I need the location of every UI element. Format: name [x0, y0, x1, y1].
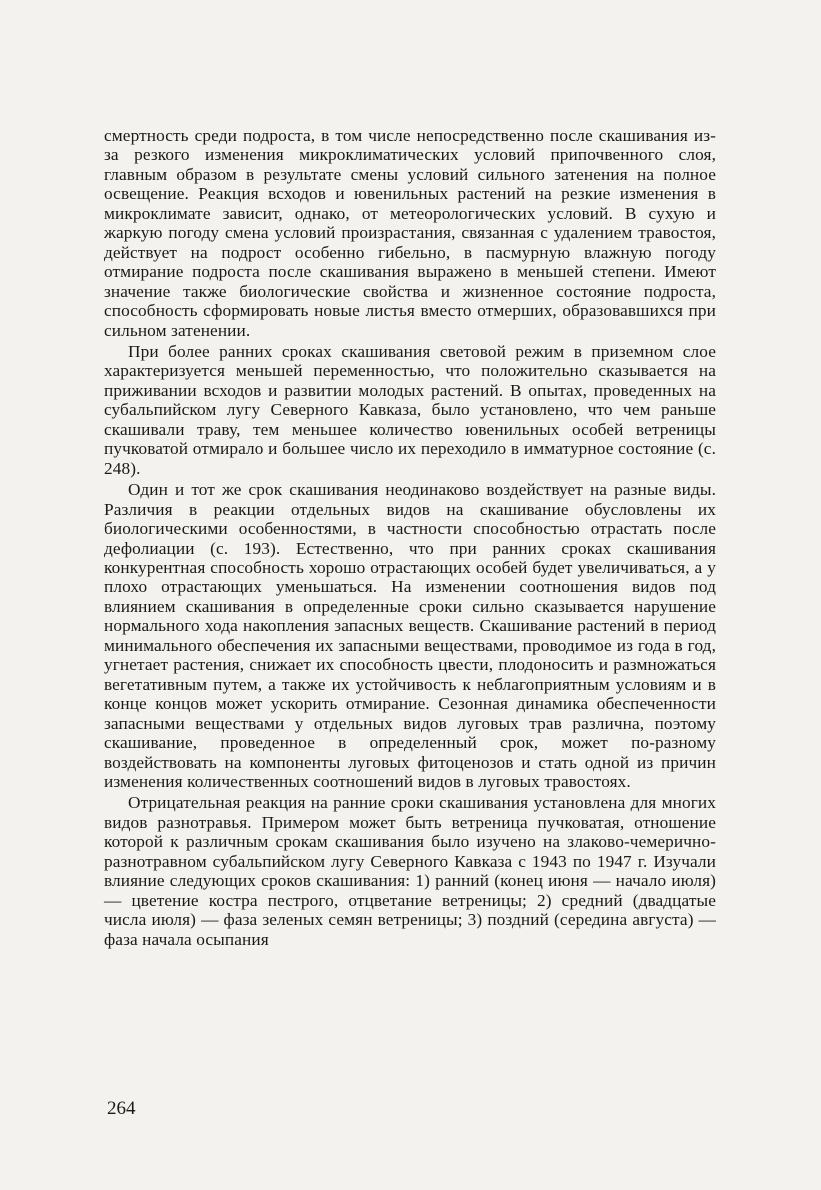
- paragraph-3: Один и тот же срок скашивания неодинаково воздействует на разные виды. Различия в реакции отдельных видов на скашивание обусловлены их биологическими особенностями, в частности способностью отрастать после дефолиации (с. 193). Естественно, что при ранних сроках скашивания конкурентная способность хорошо отрастающих особей будет увеличиваться, а у плохо отрастающих уменьшаться. На изменении соотношения видов под влиянием скашивания в определенные сроки сильно сказывается нарушение нормального хода накопления запасных веществ. Скашивание растений в период минимального обеспечения их запасными веществами, проводимое из года в год, угнетает растения, снижает их способность цвести, плодоносить и размножаться вегетативным путем, а также их устойчивость к неблагоприятным условиям и в конце концов может ускорить отмирание. Сезонная динамика обеспеченности запасными веществами у отдельных видов луговых трав различна, поэтому скашивание, проведенное в определенный срок, может по-разному воздействовать на компоненты луговых фитоценозов и стать одной из причин изменения количественных соотношений видов в луговых травостоях.: [104, 480, 716, 791]
- paragraph-1: смертность среди подроста, в том числе непосредственно после скашивания из-за резкого изменения микроклиматических условий припочвенного слоя, главным образом в результате смены условий сильного затенения на полное освещение. Реакция всходов и ювенильных растений на резкие изменения в микроклимате зависит, однако, от метеорологических условий. В сухую и жаркую погоду смена условий произрастания, связанная с удалением травостоя, действует на подрост особенно гибельно, в пасмурную влажную погоду отмирание подроста после скашивания выражено в меньшей степени. Имеют значение также биологические свойства и жизненное состояние подроста, способность сформировать новые листья вместо отмерших, образовавшихся при сильном затенении.: [104, 126, 716, 340]
- page-number: 264: [107, 1098, 136, 1119]
- page-body: [104, 126, 716, 949]
- paragraph-2: При более ранних сроках скашивания световой режим в приземном слое характеризуется меньшей переменностью, что положительно сказывается на приживании всходов и развитии молодых растений. В опытах, проведенных на субальпийском лугу Северного Кавказа, было установлено, что чем раньше скашивали траву, тем меньшее количество ювенильных особей ветреницы пучковатой отмирало и большее число их переходило в имматурное состояние (с. 248).: [104, 341, 716, 478]
- paragraph-4: Отрицательная реакция на ранние сроки скашивания установлена для многих видов разнотравья. Примером может быть ветреница пучковатая, отношение которой к различным срокам скашивания было изучено на злаково-чемерично-разнотравном субальпийском лугу Северного Кавказа с 1943 по 1947 г. Изучали влияние следующих сроков скашивания: 1) ранний (конец июня — начало июля) — цветение костра пестрого, отцветание ветреницы; 2) средний (двадцатые числа июля) — фаза зеленых семян ветреницы; 3) поздний (середина августа) — фаза начала осыпания: [104, 793, 716, 949]
